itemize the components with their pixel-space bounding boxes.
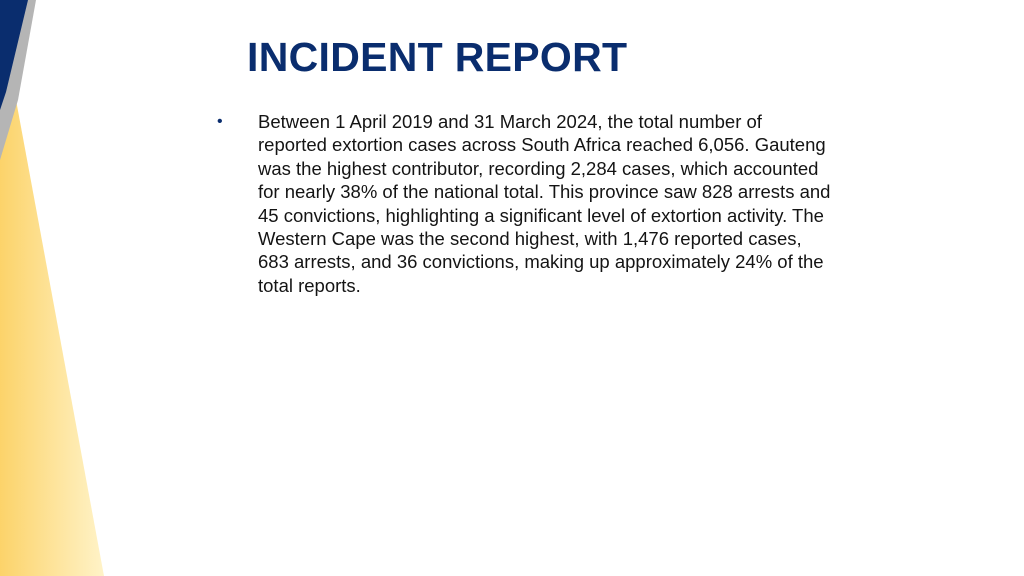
bullet-item: [214, 110, 834, 297]
decorative-side-stripes: [0, 0, 110, 576]
slide-title: INCIDENT REPORT: [247, 34, 628, 80]
bullet-text: Between 1 April 2019 and 31 March 2024, the total number of reported extortion cases across South Africa reached 6,056. Gauteng was the highest contributor, recording 2,284 cases, which accounted for nearly 38% of the national total. This province saw 828 arrests and 45 convictions, highlighting a significant level of extortion activity. The Western Cape was the second highest, with 1,476 reported cases, 683 arrests, and 36 convictions, making up approximately 24% of the total reports.: [258, 111, 831, 296]
bullet-list: [214, 110, 834, 297]
bullet-marker: •: [217, 113, 223, 130]
gold-panel: [0, 100, 104, 576]
